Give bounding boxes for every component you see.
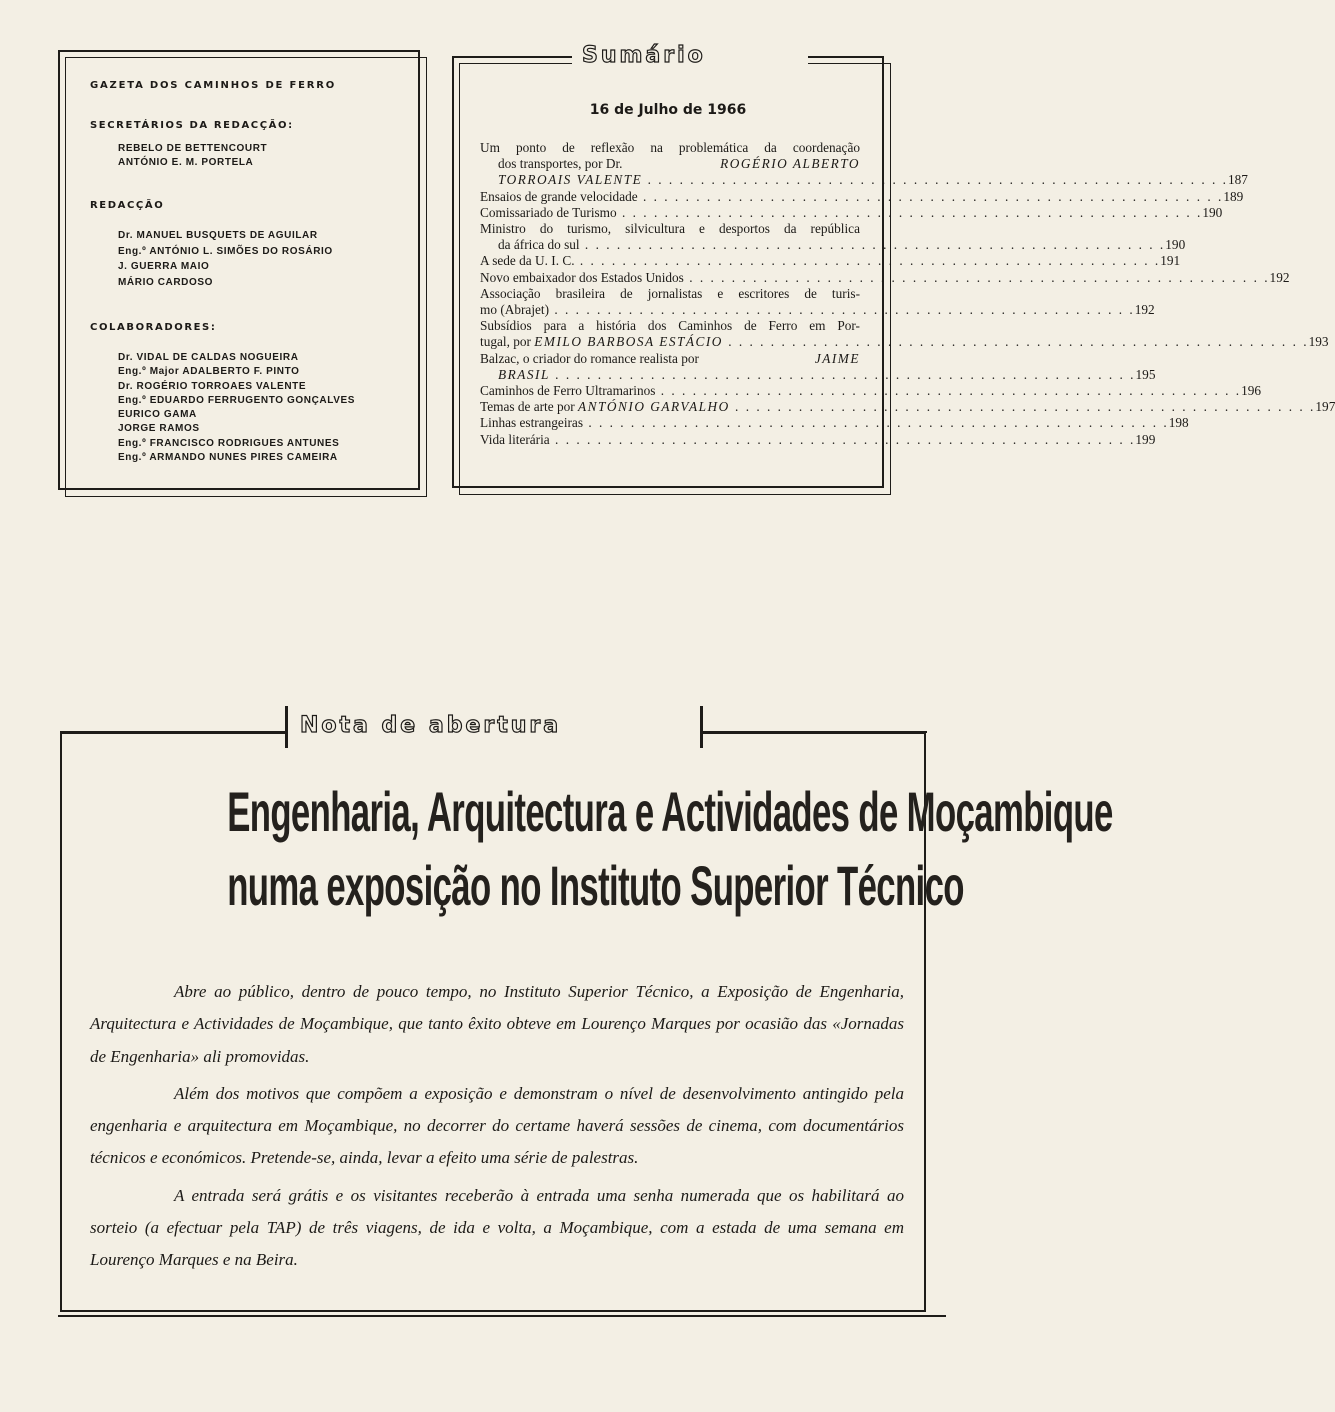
toc-entry-text: da áfrica do sul . . . — [498, 237, 1165, 253]
list-item: JORGE RAMOS — [118, 423, 200, 435]
toc-page-number: 190 — [1165, 237, 1186, 253]
issue-date: 16 de Julho de 1966 — [589, 102, 747, 118]
divider — [60, 731, 285, 733]
list-item: J. GUERRA MAIO — [118, 261, 210, 272]
toc-entry-text: Vida literária . . . — [480, 432, 1135, 448]
toc-entry — [480, 269, 1290, 286]
toc-page-number: 199 — [1135, 431, 1156, 447]
toc-page-number: 187 — [1227, 172, 1248, 188]
paragraph: Além dos motivos que compõem a exposição e demonstram o nível de desenvolvimento antingido pela engenharia e arquitectura em Moçambique, no decorrer do certame haverá sessões de cinema, com documentários técnicos e económicos. Pretende-se, ainda, levar a efeito uma série de palestras. — [90, 1083, 904, 1168]
toc-entry-text: tugal, por — [480, 334, 531, 350]
toc-entry-text: Temas de arte por — [480, 399, 575, 415]
list-item: Dr. ROGÉRIO TORROAES VALENTE — [118, 380, 307, 392]
toc-page-number: 195 — [1135, 366, 1156, 382]
toc-entry-text: A sede da U. I. C. . . . — [480, 253, 1160, 269]
contributors-list — [118, 351, 355, 465]
toc-page-number: 196 — [1241, 383, 1262, 399]
secretaries-heading: SECRETÁRIOS DA REDACÇÃO: — [90, 120, 294, 131]
paragraph: A entrada será grátis e os visitantes receberão à entrada uma senha numerada que os habilitará ao sorteio (a efectuar pela TAP) de três viagens, de ida e volta, a Moçambique, com a estada de uma semana em Lourenço Marques e na Beira. — [90, 1185, 904, 1270]
editorial-heading: REDACÇÃO — [90, 200, 165, 211]
list-item: Dr. MANUEL BUSQUETS DE AGUILAR — [118, 230, 318, 241]
toc-entry-text: Novo embaixador dos Estados Unidos . . . — [480, 270, 1270, 286]
secretaries-list — [118, 142, 267, 170]
contributors-heading: COLABORADORES: — [90, 322, 217, 333]
publication-name: GAZETA DOS CAMINHOS DE FERRO — [90, 80, 337, 91]
toc-page-number: 190 — [1202, 204, 1223, 220]
summary-title: Sumário — [582, 43, 706, 68]
table-of-contents — [480, 140, 1335, 448]
toc-entry-text: Subsídios para a história dos Caminhos de Ferro em Por- — [480, 318, 860, 334]
list-item: Eng.º FRANCISCO RODRIGUES ANTUNES — [118, 437, 340, 449]
list-item: ANTÓNIO E. M. PORTELA — [118, 157, 254, 168]
list-item: Dr. VIDAL DE CALDAS NOGUEIRA — [118, 352, 299, 363]
toc-entry — [480, 285, 1155, 318]
toc-entry — [480, 383, 1262, 399]
editorial-list — [118, 228, 333, 290]
toc-entry-text: Caminhos de Ferro Ultramarinos . . . — [480, 383, 1241, 399]
toc-entry-text: mo (Abrajet) . . . — [480, 302, 1135, 318]
toc-entry — [480, 140, 1248, 189]
toc-page-number: 193 — [1308, 334, 1329, 350]
headline-line-1: Engenharia, Arquitectura e Actividades de Moçambique — [227, 780, 1113, 843]
list-item: EURICO GAMA — [118, 409, 197, 421]
toc-entry-text: Linhas estrangeiras . . . — [480, 415, 1169, 431]
toc-entry-text: dos transportes, por Dr. — [498, 156, 623, 172]
headline — [60, 780, 1113, 917]
toc-entry — [480, 350, 1156, 383]
toc-page-number: 191 — [1160, 253, 1181, 269]
paragraph: Abre ao público, dentro de pouco tempo, no Instituto Superior Técnico, a Exposição de Engenharia, Arquitectura e Actividades de Moçambique, que tanto êxito obteve em Lourenço Marques por ocasião das «Jornadas de Engenharia» ali promovidas. — [90, 982, 904, 1066]
list-item: Eng.º ANTÓNIO L. SIMÕES DO ROSÁRIO — [118, 245, 333, 257]
toc-entry-text: Ministro do turismo, silvicultura e desportos da república — [480, 221, 860, 237]
toc-page-number: 197 — [1315, 399, 1335, 415]
toc-entry — [480, 318, 1329, 350]
toc-entry-text: Balzac, o criador do romance realista por — [480, 350, 699, 366]
toc-page-number: 192 — [1134, 302, 1155, 318]
list-item: Eng.º ARMANDO NUNES PIRES CAMEIRA — [118, 452, 338, 464]
toc-entry-author: EMILO BARBOSA ESTÁCIO — [534, 334, 723, 350]
list-item: Eng.º Major ADALBERTO F. PINTO — [118, 366, 300, 378]
divider — [703, 731, 927, 733]
article-body — [90, 976, 904, 1282]
toc-entry-text: Ensaios de grande velocidade . . . — [480, 189, 1223, 205]
staff-box — [58, 50, 420, 490]
toc-entry-author: JAIME — [814, 350, 860, 366]
toc-entry — [480, 399, 1335, 415]
toc-entry-author: TORROAIS VALENTE — [498, 172, 643, 188]
toc-entry-author: ROGÉRIO ALBERTO — [720, 156, 860, 172]
list-item: REBELO DE BETTENCOURT — [118, 143, 268, 154]
summary-box — [452, 56, 1335, 488]
toc-entry — [480, 204, 1223, 221]
toc-page-number: 192 — [1269, 269, 1290, 285]
toc-entry-text: Comissariado de Turismo . . . — [480, 205, 1202, 221]
list-item: Eng.º EDUARDO FERRUGENTO GONÇALVES — [118, 394, 356, 406]
toc-page-number: 189 — [1223, 188, 1244, 204]
toc-entry — [480, 221, 1186, 253]
list-item: MÁRIO CARDOSO — [118, 276, 214, 288]
toc-entry-author: ANTÓNIO GARVALHO — [578, 399, 730, 415]
toc-entry — [480, 415, 1189, 431]
toc-entry-text: Um ponto de reflexão na problemática da coordenação — [480, 140, 860, 155]
toc-entry — [480, 431, 1156, 448]
toc-entry-text: Associação brasileira de jornalistas e escritores de turis- — [480, 285, 860, 301]
headline-line-2: numa exposição no Instituto Superior Técnico — [227, 854, 964, 917]
toc-entry — [480, 253, 1181, 269]
toc-entry-author: BRASIL — [498, 366, 550, 382]
toc-entry — [480, 188, 1244, 205]
bottom-divider — [58, 1315, 946, 1317]
note-label: Nota de abertura — [300, 713, 562, 738]
toc-page-number: 198 — [1168, 415, 1189, 431]
